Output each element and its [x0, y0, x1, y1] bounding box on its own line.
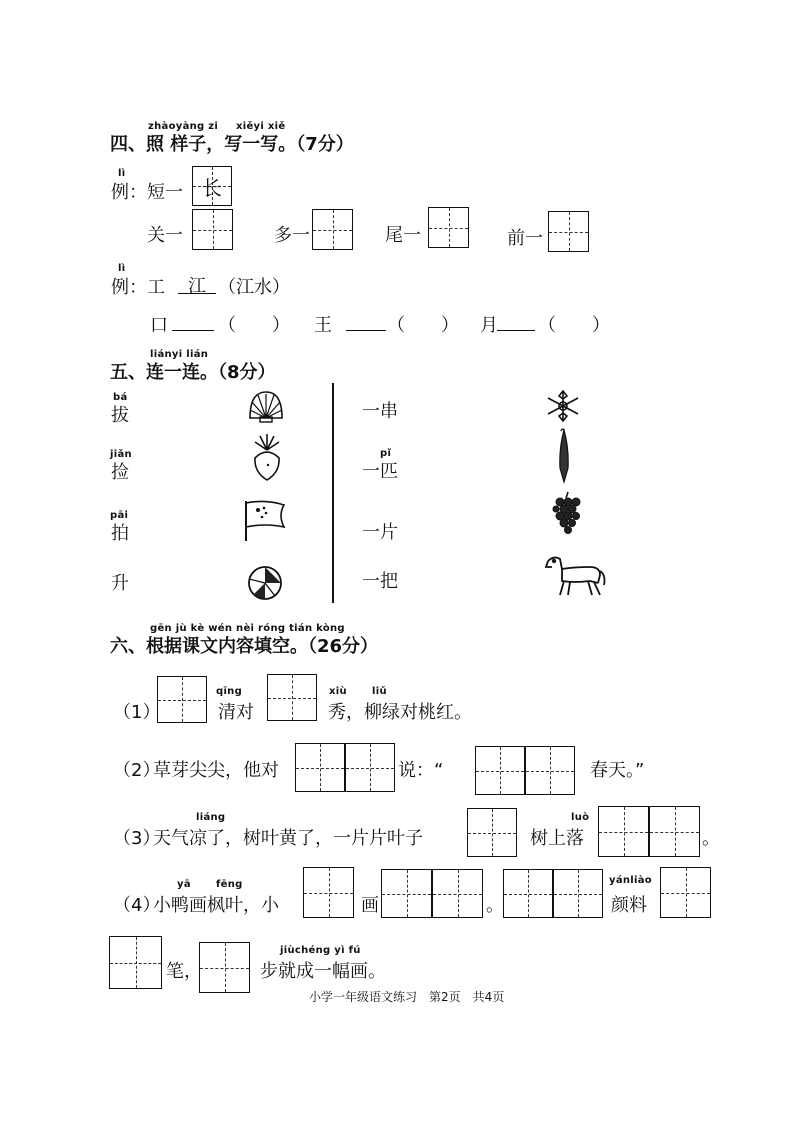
q4-box-3[interactable]: [432, 869, 483, 918]
measure-ba[interactable]: 一把: [362, 571, 398, 592]
item-kou: 口: [150, 315, 168, 336]
matching-divider: [332, 383, 334, 603]
example2-note: （江水）: [218, 277, 290, 298]
blank-kou[interactable]: [172, 330, 214, 331]
example2-answer: 江: [188, 276, 206, 297]
pinyin-zhaoyangzi: zhàoyàng zi: [148, 121, 219, 132]
q4-number: （4）: [113, 895, 161, 916]
verb-pai[interactable]: 拍: [111, 523, 129, 544]
pinyin-feng: fēng: [216, 879, 243, 890]
verb-ba[interactable]: 拔: [111, 405, 129, 426]
example2-label: 例：工: [111, 277, 165, 298]
pinyin-qing: qīng: [216, 686, 243, 697]
q2-box-1[interactable]: [295, 743, 345, 792]
paren-yue[interactable]: （ ）: [538, 315, 610, 336]
pinyin-li-1: lì: [118, 168, 126, 179]
pinyin-li-2: lì: [118, 263, 126, 274]
q4b-text-1: 笔，: [166, 961, 202, 982]
q3-box-2[interactable]: [598, 806, 649, 857]
q4-box-8[interactable]: [199, 942, 250, 993]
pinyin-xieyixie: xiěyi xiě: [236, 121, 286, 132]
pinyin-luo: luò: [571, 812, 590, 823]
q4-text-1: 小鸭画枫叶，小: [153, 895, 279, 916]
horse-picture[interactable]: [544, 553, 608, 599]
item-guan: 关一: [147, 225, 183, 246]
pinyin-lianyilian: liányi lián: [150, 349, 209, 360]
example1-answer: 长: [202, 175, 222, 200]
q1-box-2[interactable]: [267, 674, 317, 721]
q2-number: （2）: [113, 760, 161, 781]
umbrella-picture[interactable]: [554, 428, 574, 484]
section4-title: 四、照 样子，写一写。（7分）: [110, 134, 354, 155]
q4-text-3: 。: [486, 895, 504, 916]
measure-pian[interactable]: 一片: [362, 522, 398, 543]
item-wang: 王: [314, 315, 332, 336]
pinyin-ba: bá: [113, 392, 128, 403]
answer-box-duo[interactable]: [312, 209, 353, 250]
q3-text-2: 树上落: [530, 828, 584, 849]
pinyin-pi: pǐ: [380, 448, 392, 459]
q2-text-2: 说：“: [398, 760, 444, 781]
q4-box-1[interactable]: [303, 867, 354, 918]
snowflake-picture[interactable]: [543, 388, 583, 424]
pinyin-pai: pāi: [110, 510, 129, 521]
pinyin-ya: yā: [177, 879, 191, 890]
pinyin-yanliao: yánliào: [609, 875, 652, 886]
example1-label: 例：短一: [111, 182, 183, 203]
q1-box-1[interactable]: [157, 676, 207, 723]
pinyin-genjukewen: gēn jù kè wén nèi róng tián kòng: [150, 623, 345, 634]
item-yue: 月: [480, 315, 498, 336]
section6-title: 六、根据课文内容填空。（26分）: [110, 636, 379, 657]
q3-box-1[interactable]: [467, 808, 517, 857]
q4-text-2: 画: [361, 895, 379, 916]
q2-text-1: 草芽尖尖，他对: [153, 760, 279, 781]
item-duo: 多一: [274, 225, 310, 246]
q4-box-5[interactable]: [553, 869, 603, 918]
paren-kou[interactable]: （ ）: [218, 315, 290, 336]
radish-picture[interactable]: [250, 432, 284, 482]
q1-number: （1）: [113, 702, 161, 723]
answer-box-guan[interactable]: [192, 209, 233, 250]
section5-title: 五、连一连。（8分）: [110, 362, 276, 383]
q2-box-2[interactable]: [345, 743, 395, 792]
q4-text-4: 颜料: [611, 895, 647, 916]
q3-text-1: 天气凉了，树叶黄了，一片片叶子: [153, 828, 423, 849]
grapes-picture[interactable]: [546, 490, 588, 536]
item-wei: 尾一: [385, 225, 421, 246]
pinyin-jiucheng: jiùchéng yì fú: [280, 945, 361, 956]
measure-pi[interactable]: 一匹: [362, 461, 398, 482]
blank-wang[interactable]: [346, 330, 386, 331]
q4-box-7[interactable]: [109, 936, 162, 989]
verb-jian[interactable]: 捡: [111, 462, 129, 483]
pinyin-liang: liáng: [196, 812, 226, 823]
q1-text-1: 清对: [218, 702, 254, 723]
verb-sheng[interactable]: 升: [111, 573, 129, 594]
shell-picture[interactable]: [246, 388, 286, 424]
q4-box-2[interactable]: [381, 869, 432, 918]
paren-wang[interactable]: （ ）: [387, 315, 459, 336]
example1-answer-box: [192, 166, 232, 206]
q1-text-2: 秀，柳绿对桃红。: [328, 702, 472, 723]
q2-box-3[interactable]: [475, 746, 525, 795]
page-footer: 小学一年级语文练习 第2页 共4页: [309, 990, 505, 1004]
item-qian: 前一: [507, 228, 543, 249]
pinyin-jian: jiǎn: [110, 449, 132, 460]
pinyin-liu: liǔ: [372, 686, 387, 697]
q3-box-3[interactable]: [649, 806, 700, 857]
ball-picture[interactable]: [247, 565, 283, 601]
q4-box-4[interactable]: [503, 869, 553, 918]
answer-box-wei[interactable]: [428, 207, 469, 248]
flag-picture[interactable]: [242, 497, 288, 543]
answer-box-qian[interactable]: [548, 211, 589, 252]
q2-box-4[interactable]: [525, 746, 575, 795]
q2-text-3: 春天。”: [590, 760, 645, 781]
q3-number: （3）: [113, 828, 161, 849]
blank-yue[interactable]: [497, 330, 535, 331]
pinyin-xiu: xiù: [329, 686, 347, 697]
q4-box-6[interactable]: [660, 867, 711, 918]
q3-text-3: 。: [702, 828, 720, 849]
measure-chuan[interactable]: 一串: [362, 401, 398, 422]
q4b-text-2: 步就成一幅画。: [260, 961, 386, 982]
